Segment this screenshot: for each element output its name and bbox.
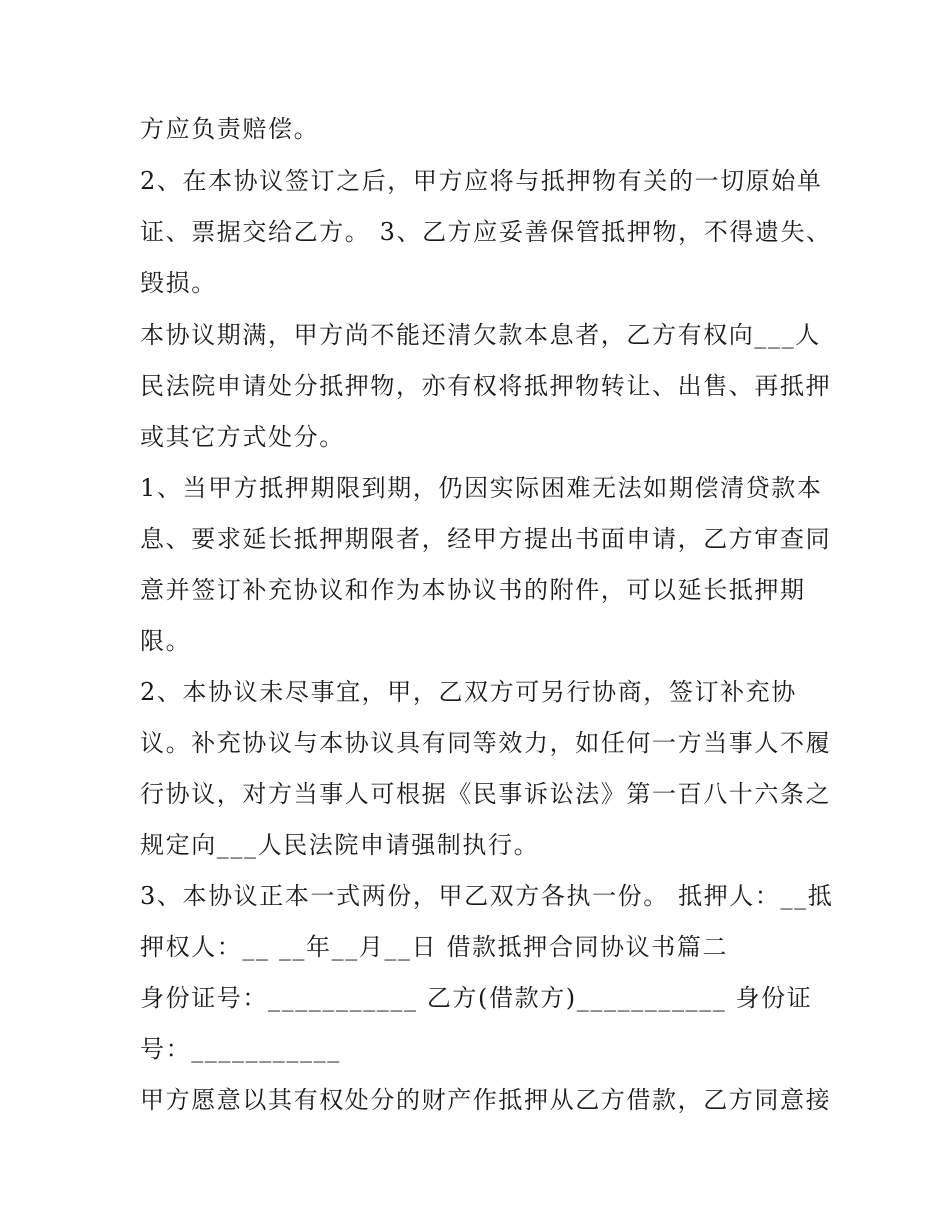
text-line: 民法院申请处分抵押物，亦有权将抵押物转让、出售、再抵押 [140,372,832,400]
text-line: 1、当甲方抵押期限到期，仍因实际困难无法如期偿清贷款本 [140,474,823,502]
text-line: 身份证号：___________ 乙方(借款方)___________ 身份证 [140,984,813,1012]
text-line: 2、在本协议签订之后，甲方应将与抵押物有关的一切原始单 [140,167,823,195]
text-line: 押权人：__ __年__月__日 借款抵押合同协议书篇二 [140,933,729,961]
text-line: 意并签订补充协议和作为本协议书的附件，可以延长抵押期 [140,576,806,604]
text-line: 本协议期满，甲方尚不能还清欠款本息者，乙方有权向___人 [140,321,821,349]
text-line: 方应负责赔偿。 [140,115,320,143]
text-line: 行协议，对方当事人可根据《民事诉讼法》第一百八十六条之 [140,780,832,808]
text-line: 号：___________ [140,1035,341,1063]
text-line: 2、本协议未尽事宜，甲，乙双方可另行协商，签订补充协 [140,678,797,706]
text-line: 3、本协议正本一式两份，甲乙双方各执一份。 抵押人：__抵 [140,882,834,910]
text-line: 议。补充协议与本协议具有同等效力，如任何一方当事人不履 [140,729,832,757]
text-line: 证、票据交给乙方。 3、乙方应妥善保管抵押物，不得遗失、 [140,218,832,246]
text-line: 限。 [140,627,192,655]
text-line: 息、要求延长抵押期限者，经甲方提出书面申请，乙方审查同 [140,525,832,553]
text-line: 或其它方式处分。 [140,423,345,451]
text-line: 规定向___人民法院申请强制执行。 [140,831,540,859]
text-line: 甲方愿意以其有权处分的财产作抵押从乙方借款，乙方同意接 [140,1086,832,1114]
text-line: 毁损。 [140,269,217,297]
